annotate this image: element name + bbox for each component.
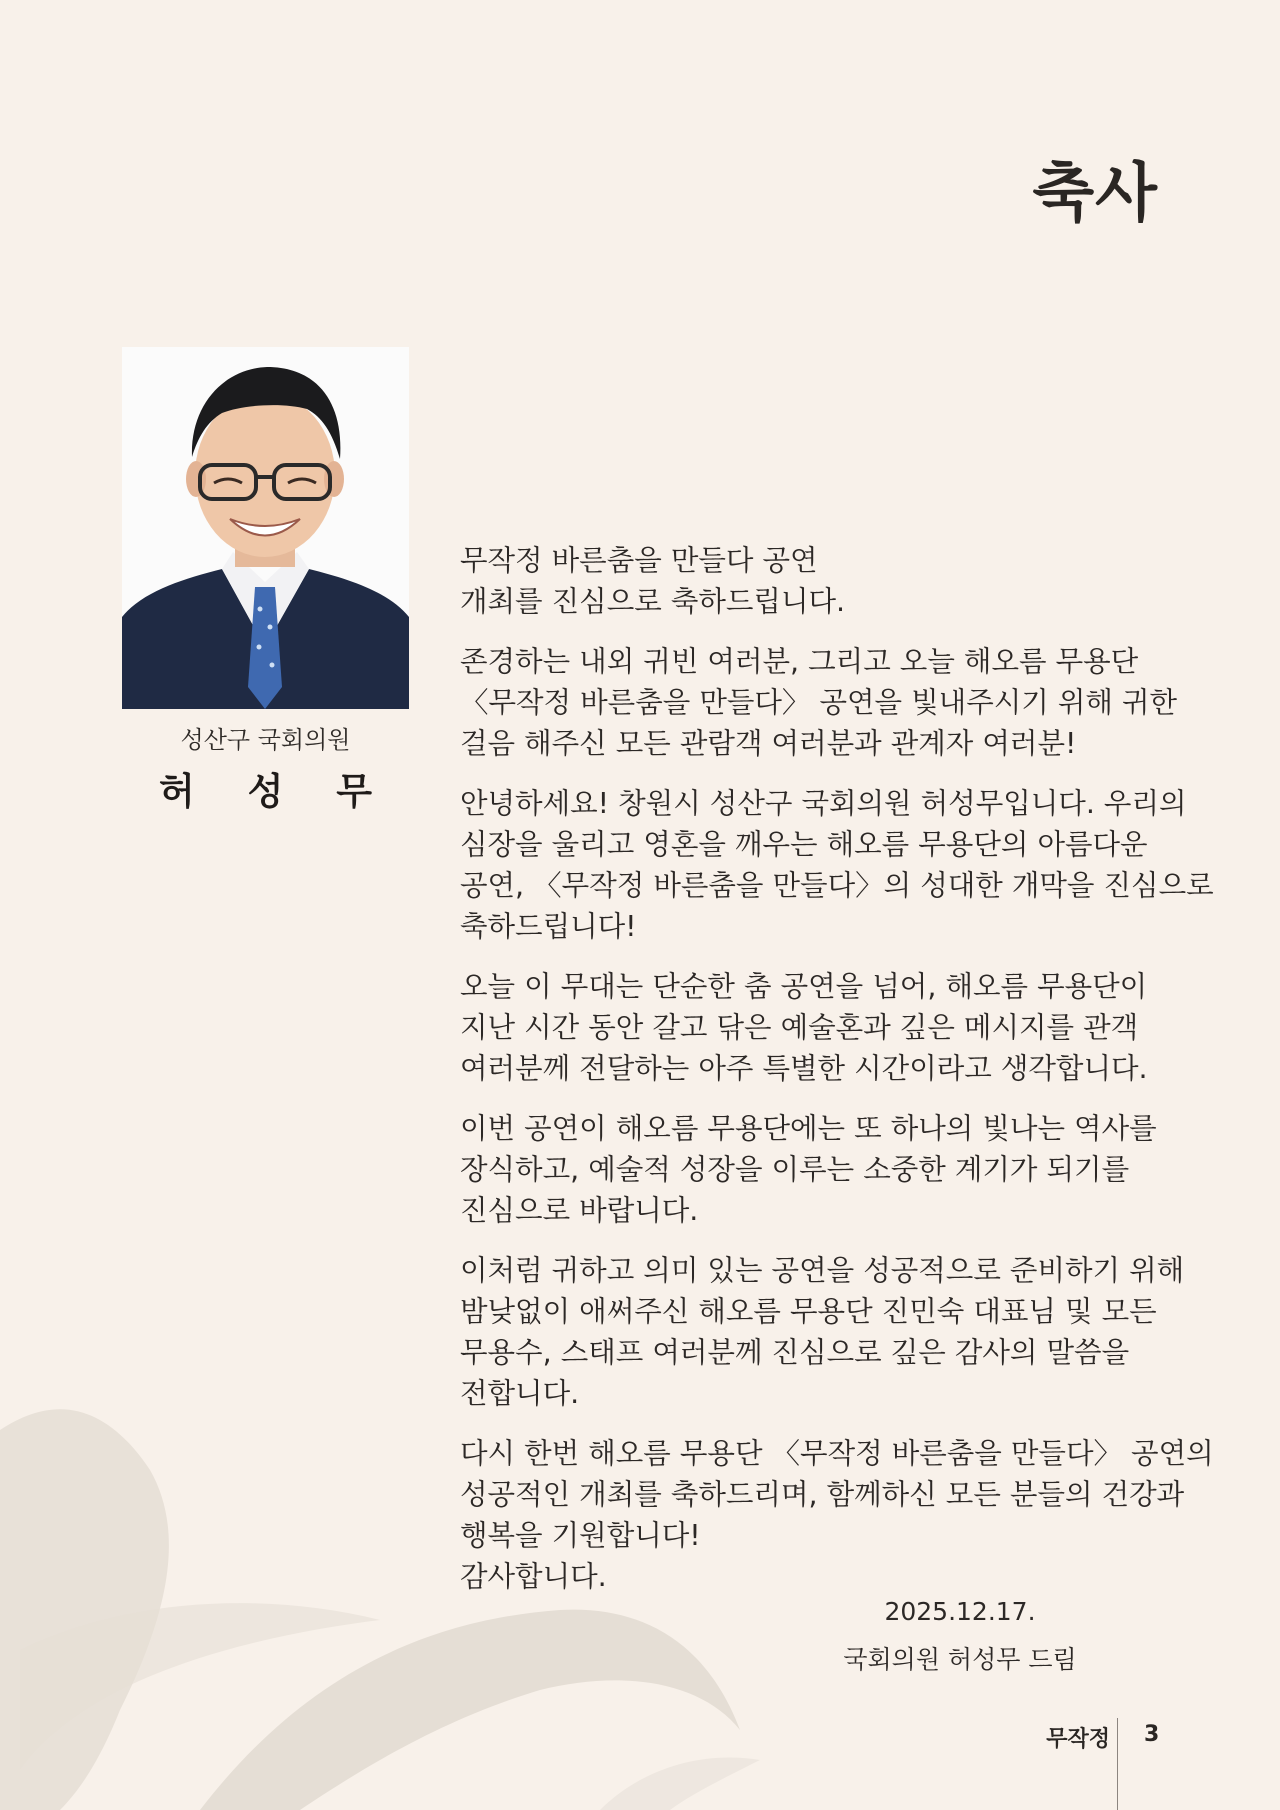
letter-line: 지난 시간 동안 갈고 닦은 예술혼과 깊은 메시지를 관객 [460, 1011, 1139, 1044]
letter-line: 감사합니다. [460, 1560, 607, 1593]
letter-line: 진심으로 바랍니다. [460, 1194, 699, 1227]
speaker-role: 성산구 국회의원 [180, 726, 351, 754]
letter-line: 존경하는 내외 귀빈 여러분, 그리고 오늘 해오름 무용단 [460, 645, 1139, 678]
letter-line: 무용수, 스태프 여러분께 진심으로 깊은 감사의 말씀을 [460, 1336, 1130, 1369]
letter-line: 여러분께 전달하는 아주 특별한 시간이라고 생각합니다. [460, 1052, 1148, 1085]
letter-line: 이번 공연이 해오름 무용단에는 또 하나의 빛나는 역사를 [460, 1112, 1157, 1145]
letter-paragraph [460, 1250, 1185, 1414]
letter-signature: 국회의원 허성무 드림 [843, 1645, 1077, 1674]
footer-divider [1117, 1718, 1118, 1810]
footer-publication-title: 무작정 [1046, 1727, 1110, 1752]
page-title: 축사 [1032, 156, 1158, 231]
letter-line: 무작정 바른춤을 만들다 공연 [460, 544, 818, 577]
letter-line: 성공적인 개최를 축하드리며, 함께하신 모든 분들의 건강과 [460, 1478, 1185, 1511]
letter-line: 개최를 진심으로 축하드립니다. [460, 585, 846, 618]
letter-line: 공연, 〈무작정 바른춤을 만들다〉의 성대한 개막을 진심으로 [460, 869, 1214, 902]
letter-line: 이처럼 귀하고 의미 있는 공연을 성공적으로 준비하기 위해 [460, 1254, 1185, 1287]
letter-line: 걸음 해주신 모든 관람객 여러분과 관계자 여러분! [460, 727, 1077, 760]
letter-line: 안녕하세요! 창원시 성산구 국회의원 허성무입니다. 우리의 [460, 787, 1187, 820]
letter-line: 오늘 이 무대는 단순한 춤 공연을 넘어, 해오름 무용단이 [460, 970, 1148, 1003]
letter-paragraph [460, 641, 1178, 764]
letter-line: 〈무작정 바른춤을 만들다〉 공연을 빛내주시기 위해 귀한 [460, 686, 1178, 719]
letter-paragraph [460, 966, 1157, 1089]
letter-line: 밤낮없이 애써주신 해오름 무용단 진민숙 대표님 및 모든 [460, 1295, 1157, 1328]
person-portrait-icon [122, 347, 409, 709]
congratulatory-letter [460, 540, 1214, 1616]
letter-line: 축하드립니다! [460, 910, 637, 943]
letter-paragraph [460, 1433, 1214, 1597]
letter-line: 전합니다. [460, 1377, 580, 1410]
portrait-photo [122, 347, 409, 709]
speaker-name: 허 성 무 [159, 770, 392, 813]
page-number: 3 [1144, 1722, 1160, 1747]
letter-line: 행복을 기원합니다! [460, 1519, 701, 1552]
letter-line: 다시 한번 해오름 무용단 〈무작정 바른춤을 만들다〉 공연의 [460, 1437, 1214, 1470]
speaker-caption [122, 720, 409, 815]
letter-line: 심장을 울리고 영혼을 깨우는 해오름 무용단의 아름다운 [460, 828, 1148, 861]
letter-paragraph [460, 783, 1214, 947]
letter-line: 장식하고, 예술적 성장을 이루는 소중한 계기가 되기를 [460, 1153, 1130, 1186]
letter-date: 2025.12.17. [884, 1597, 1036, 1626]
letter-paragraph [460, 1108, 1157, 1231]
letter-paragraph [460, 540, 1157, 622]
